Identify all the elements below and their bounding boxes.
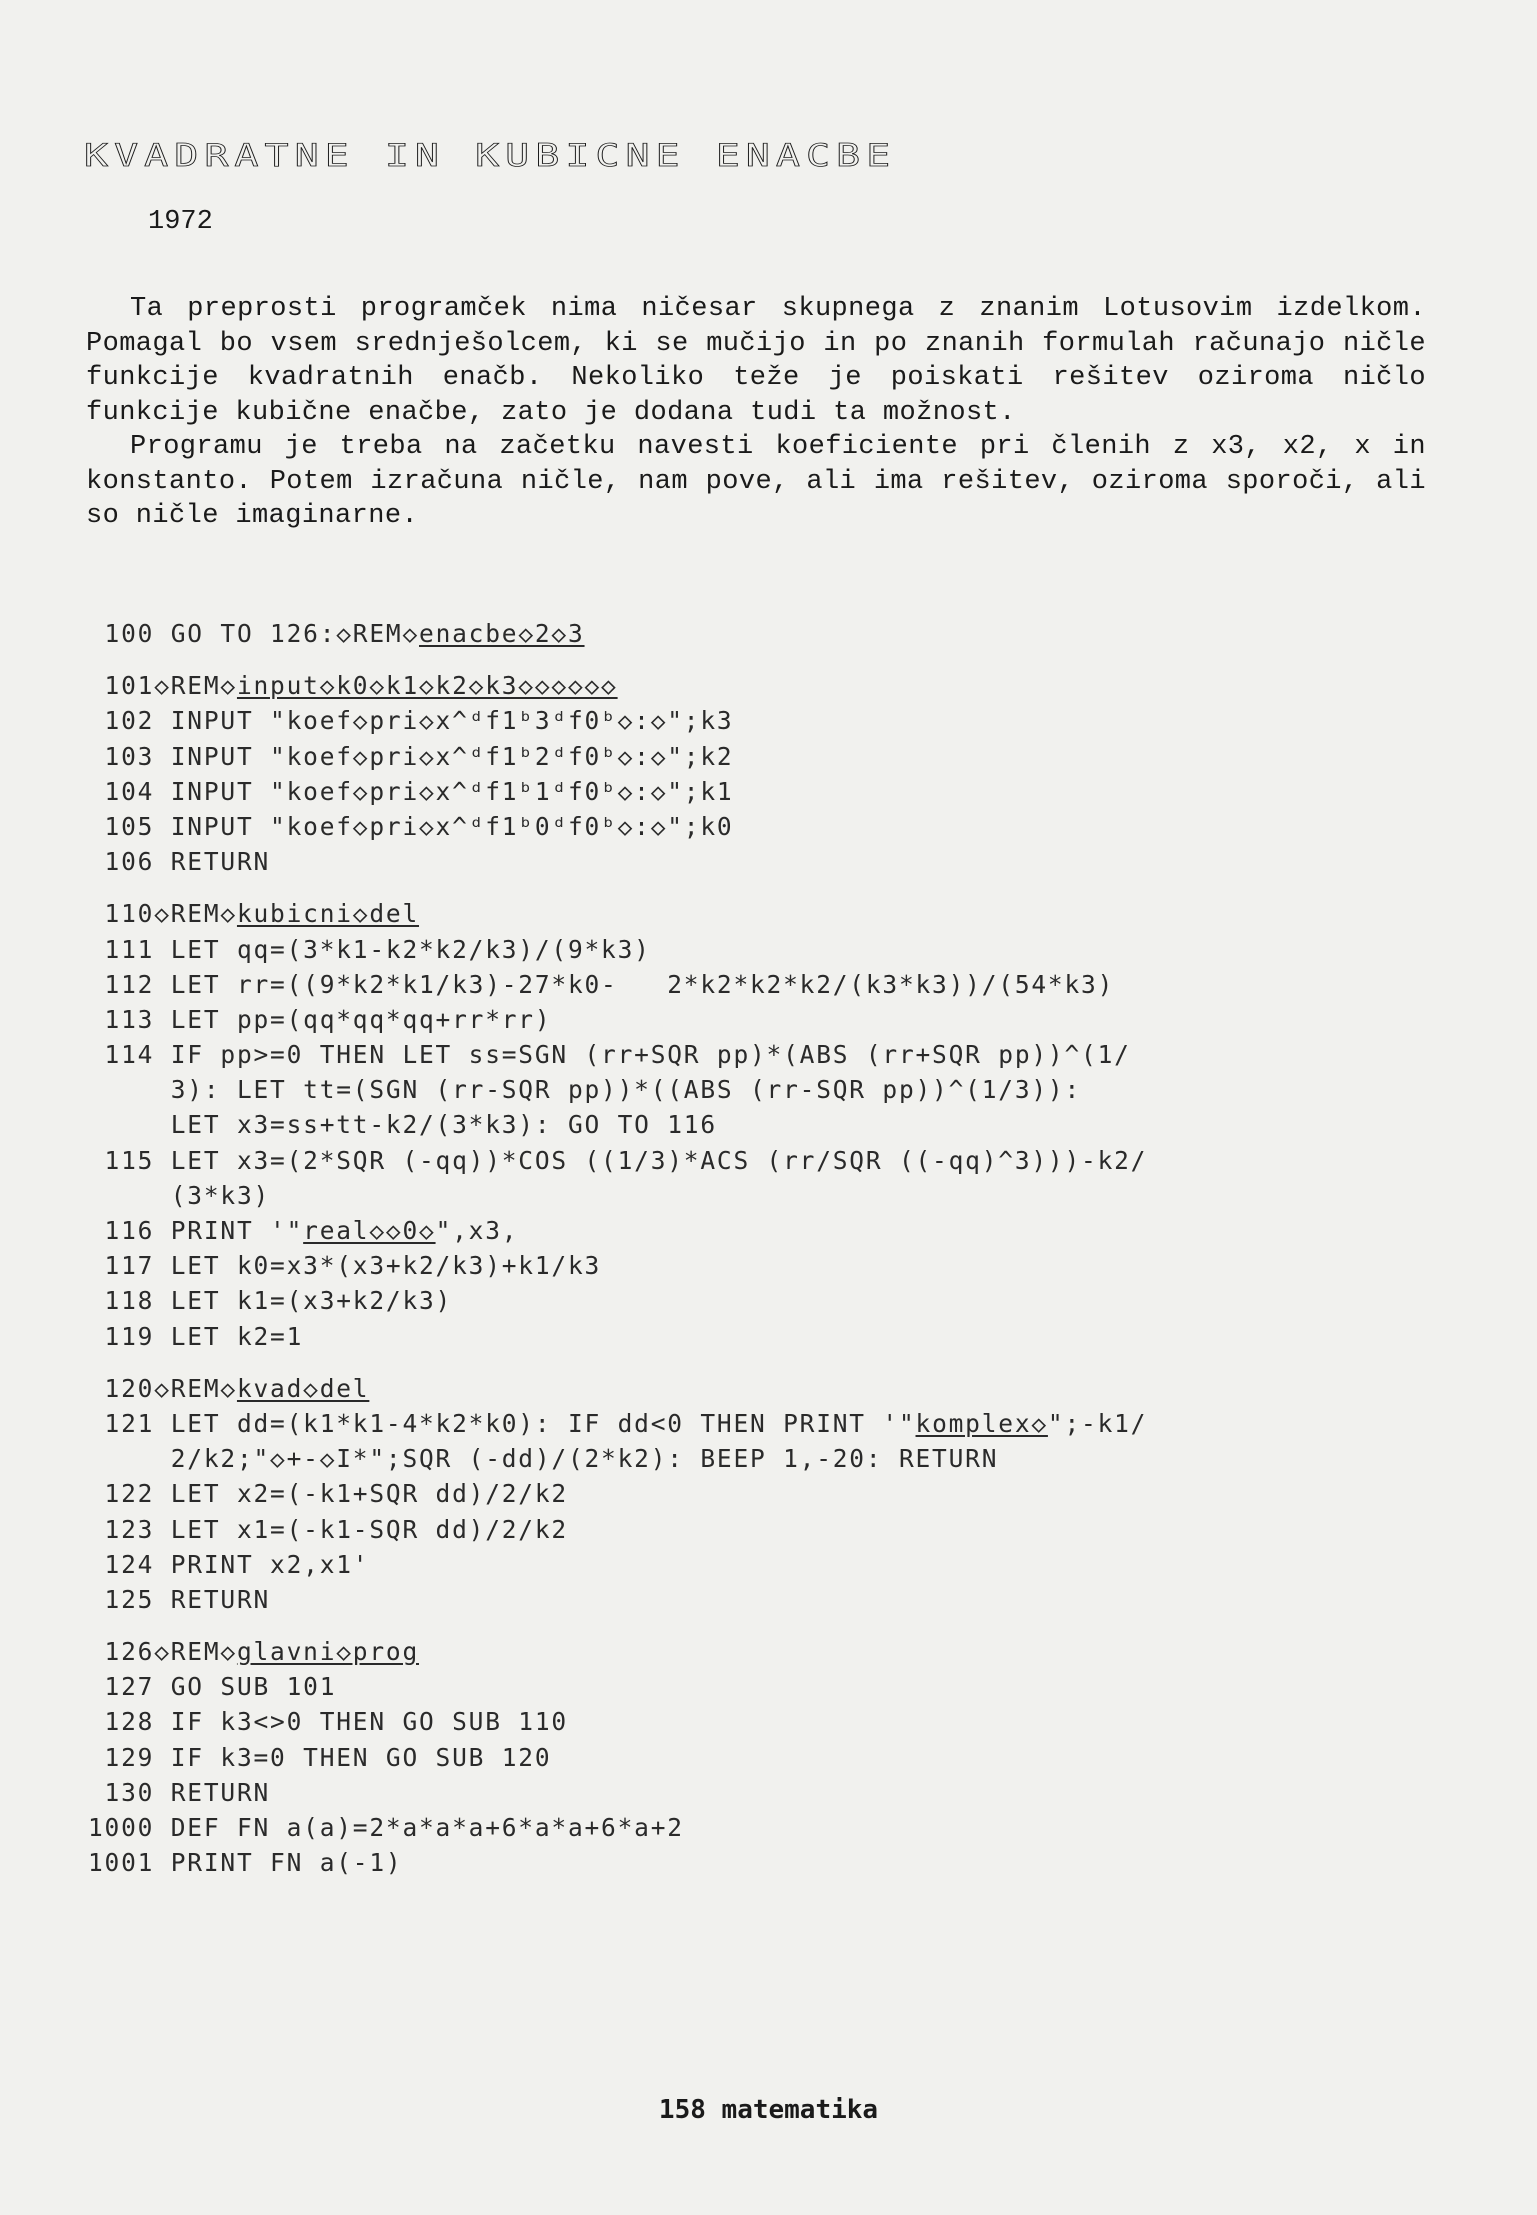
code-text: 1001 PRINT FN a(-1) bbox=[88, 1848, 403, 1878]
code-text: 100 GO TO 126:◇REM◇ bbox=[88, 619, 420, 648]
underlined-label: enacbe◇2◇3 bbox=[419, 619, 585, 648]
code-text: 124 PRINT x2,x1' bbox=[88, 1549, 370, 1579]
code-text: 126◇REM◇ bbox=[88, 1637, 237, 1667]
code-text: 114 IF pp>=0 THEN LET ss=SGN (rr+SQR pp)*(ABS (rr+SQR pp))^(1/ bbox=[88, 1040, 1131, 1070]
code-line bbox=[88, 1283, 1468, 1318]
code-line bbox=[88, 774, 1468, 809]
line-gap bbox=[88, 1617, 1468, 1634]
code-line bbox=[88, 1371, 1468, 1406]
underlined-label: kvad◇del bbox=[236, 1373, 370, 1403]
program-listing bbox=[88, 616, 1468, 1880]
code-text: 120◇REM◇ bbox=[88, 1373, 237, 1403]
code-text: 128 IF k3<>0 THEN GO SUB 110 bbox=[88, 1707, 568, 1737]
code-line bbox=[88, 668, 1468, 703]
line-gap bbox=[88, 1354, 1468, 1371]
line-gap bbox=[88, 879, 1468, 896]
code-text: 115 LET x3=(2*SQR (-qq))*COS ((1/3)*ACS (rr/SQR ((-qq)^3)))-k2/ bbox=[88, 1145, 1148, 1175]
underlined-label: real◇◇0◇ bbox=[303, 1216, 436, 1245]
code-text: 116 PRINT '" bbox=[88, 1216, 304, 1245]
code-text: 117 LET k0=x3*(x3+k2/k3)+k1/k3 bbox=[88, 1251, 602, 1281]
code-line bbox=[88, 932, 1468, 967]
year-heading: 1972 bbox=[148, 207, 213, 237]
code-text: 127 GO SUB 101 bbox=[88, 1672, 337, 1702]
code-text: 105 INPUT "koef◇pri◇x^ᵈf1ᵇ0ᵈf0ᵇ◇:◇";k0 bbox=[88, 811, 734, 841]
code-line bbox=[88, 1669, 1468, 1704]
code-line bbox=[88, 1072, 1468, 1107]
code-line bbox=[88, 1107, 1468, 1142]
code-text: 102 INPUT "koef◇pri◇x^ᵈf1ᵇ3ᵈf0ᵇ◇:◇";k3 bbox=[88, 706, 734, 736]
page-title: KVADRATNE IN KUBICNE ENACBE bbox=[84, 138, 897, 174]
intro-paragraph: Ta preprosti programček nima ničesar skupnega z znanim Lotusovim izdelkom. Pomagal bo vsem srednješolcem, ki se mučijo in po znanih formulah računajo ničle funkcije kvadratnih enačb. Nekoliko teže je poiskati rešitev oziroma ničlo funkcije kubične enačbe, zato je dodana tudi ta možnost. bbox=[86, 294, 1426, 428]
code-text: 113 LET pp=(qq*qq*qq+rr*rr) bbox=[88, 1004, 552, 1034]
code-line bbox=[88, 1213, 1468, 1248]
code-text: 129 IF k3=0 THEN GO SUB 120 bbox=[88, 1742, 552, 1772]
intro-text bbox=[86, 292, 1426, 534]
underlined-label: kubicni◇del bbox=[236, 899, 420, 929]
code-text: ",x3, bbox=[435, 1216, 519, 1245]
code-line bbox=[88, 1037, 1468, 1072]
code-text: 2/k2;"◇+-◇I*";SQR (-dd)/(2*k2): BEEP 1,-20: RETURN bbox=[88, 1444, 999, 1474]
code-line bbox=[88, 1441, 1468, 1476]
code-line bbox=[88, 809, 1468, 844]
code-text: 121 LET dd=(k1*k1-4*k2*k0): IF dd<0 THEN PRINT '" bbox=[88, 1408, 916, 1438]
code-line bbox=[88, 1547, 1468, 1582]
code-line bbox=[88, 967, 1468, 1002]
code-line bbox=[88, 1178, 1468, 1213]
code-text: 111 LET qq=(3*k1-k2*k2/k3)/(9*k3) bbox=[88, 934, 651, 964]
intro-paragraph: Programu je treba na začetku navesti koeficiente pri členih z x3, x2, x in konstanto. Potem izračuna ničle, nam pove, ali ima rešitev, oziroma sporoči, ali so ničle imaginarne. bbox=[86, 432, 1426, 531]
code-line bbox=[88, 1845, 1468, 1880]
code-text: 112 LET rr=((9*k2*k1/k3)-27*k0- 2*k2*k2*k2/(k3*k3))/(54*k3) bbox=[88, 969, 1115, 999]
code-line bbox=[88, 1143, 1468, 1178]
code-text: 130 RETURN bbox=[88, 1777, 271, 1807]
code-line bbox=[88, 1248, 1468, 1283]
code-text: (3*k3) bbox=[88, 1180, 271, 1210]
code-text: 1000 DEF FN a(a)=2*a*a*a+6*a*a+6*a+2 bbox=[88, 1813, 684, 1842]
code-text: 123 LET x1=(-k1-SQR dd)/2/k2 bbox=[88, 1514, 568, 1544]
code-text: 3): LET tt=(SGN (rr-SQR pp))*((ABS (rr-SQR pp))^(1/3)): bbox=[88, 1075, 1082, 1105]
code-line bbox=[88, 844, 1468, 879]
code-line bbox=[88, 1476, 1468, 1511]
code-line bbox=[88, 1740, 1468, 1775]
code-text: 119 LET k2=1 bbox=[88, 1321, 304, 1351]
code-line bbox=[88, 1002, 1468, 1037]
code-text: LET x3=ss+tt-k2/(3*k3): GO TO 116 bbox=[88, 1110, 717, 1140]
code-line bbox=[88, 1775, 1468, 1810]
code-text: 101◇REM◇ bbox=[88, 671, 237, 701]
code-line bbox=[88, 1406, 1468, 1441]
underlined-label: komplex◇ bbox=[915, 1408, 1048, 1438]
page-footer: 158 matematika bbox=[658, 2095, 879, 2125]
code-text: 110◇REM◇ bbox=[88, 899, 237, 929]
code-line bbox=[88, 1704, 1468, 1739]
underlined-label: input◇k0◇k1◇k2◇k3◇◇◇◇◇◇ bbox=[236, 671, 618, 701]
code-line bbox=[88, 1634, 1468, 1669]
code-line bbox=[88, 739, 1468, 774]
code-line bbox=[88, 703, 1468, 738]
code-text: ";-k1/ bbox=[1047, 1408, 1148, 1438]
code-text: 104 INPUT "koef◇pri◇x^ᵈf1ᵇ1ᵈf0ᵇ◇:◇";k1 bbox=[88, 776, 734, 806]
code-line bbox=[88, 1810, 1468, 1845]
code-line bbox=[88, 1512, 1468, 1547]
code-text: 118 LET k1=(x3+k2/k3) bbox=[88, 1286, 453, 1316]
code-line bbox=[88, 1582, 1468, 1617]
code-text: 125 RETURN bbox=[88, 1584, 271, 1614]
code-text: 122 LET x2=(-k1+SQR dd)/2/k2 bbox=[88, 1479, 568, 1509]
code-text: 106 RETURN bbox=[88, 847, 271, 877]
underlined-label: glavni◇prog bbox=[236, 1637, 420, 1667]
line-gap bbox=[88, 651, 1468, 668]
code-line bbox=[88, 896, 1468, 931]
code-text: 103 INPUT "koef◇pri◇x^ᵈf1ᵇ2ᵈf0ᵇ◇:◇";k2 bbox=[88, 741, 734, 771]
code-line bbox=[88, 616, 1468, 651]
code-line bbox=[88, 1319, 1468, 1354]
